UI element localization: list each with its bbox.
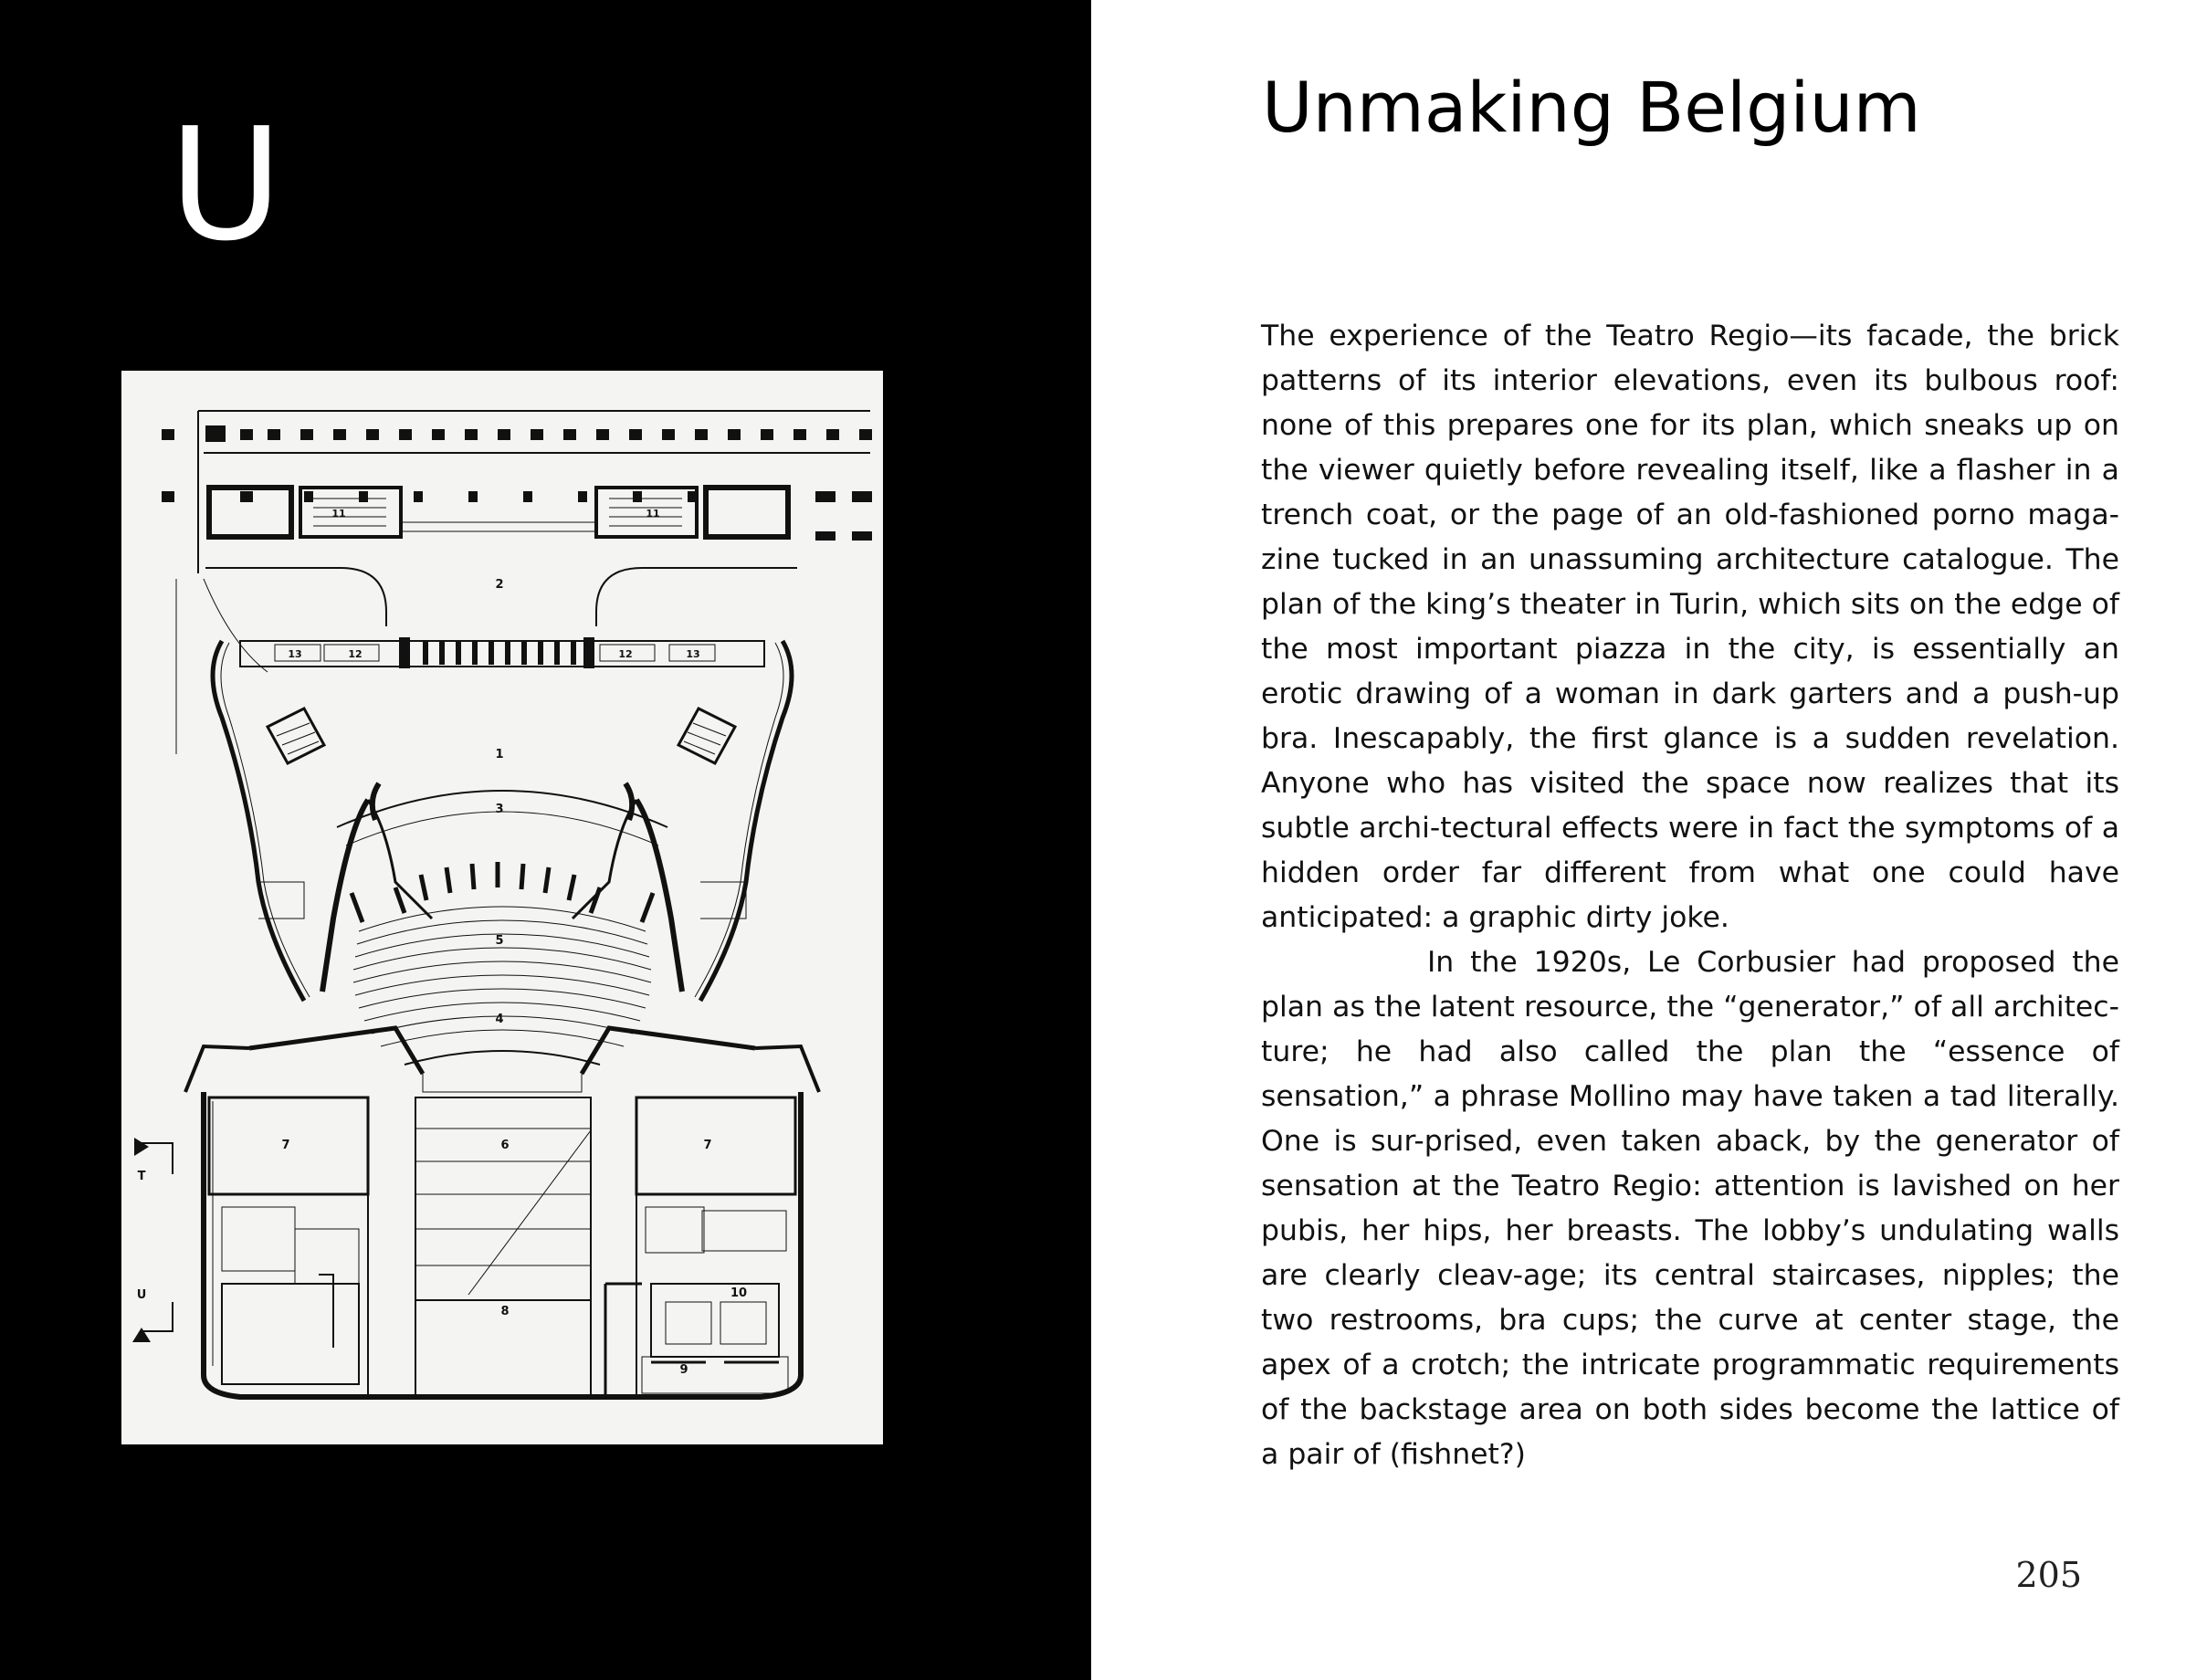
room-label: 7 bbox=[703, 1139, 712, 1152]
section-marker-label: U bbox=[136, 1288, 147, 1302]
page-number: 205 bbox=[2015, 1555, 2082, 1595]
room-label: 13 bbox=[686, 648, 700, 660]
paragraph: In the 1920s, Le Corbusier had proposed the plan as the latent resource, the “generator,” of all architec-ture; he had also called the plan the “essence of sensation,” a phrase Mollino may have taken a tad literally. One is sur-prised, even taken aback, by the generator of sensation at the Teatro Regio: attention is lavished on her pubis, her hips, her breasts. The lobby’s undulating walls are clearly cleav-age; its central staircases, nipples; the two restrooms, bra cups; the curve at center stage, the apex of a crotch; the intricate programmatic requirements of the backstage area on both sides become the lattice of a pair of (fishnet?) bbox=[1261, 946, 2119, 1471]
room-label: 7 bbox=[281, 1139, 290, 1152]
room-label: 2 bbox=[495, 578, 504, 592]
section-marker-label: T bbox=[137, 1170, 146, 1183]
room-label: 4 bbox=[495, 1013, 504, 1026]
colonnade-row-upper bbox=[162, 425, 872, 442]
room-label: 13 bbox=[288, 648, 302, 660]
box-dividers bbox=[352, 862, 653, 922]
room-label: 10 bbox=[730, 1286, 748, 1300]
chapter-title: Unmaking Belgium bbox=[1262, 67, 1921, 148]
room-label: 3 bbox=[495, 803, 504, 816]
left-page bbox=[0, 0, 1091, 1680]
right-page bbox=[1091, 0, 2186, 1680]
chapter-letter: U bbox=[169, 95, 283, 276]
room-label: 11 bbox=[646, 508, 660, 520]
colonnade-row-lower bbox=[162, 491, 872, 541]
room-label: 1 bbox=[495, 748, 504, 761]
room-label: 12 bbox=[618, 648, 633, 660]
room-label: 6 bbox=[500, 1139, 510, 1152]
room-label: 11 bbox=[331, 508, 346, 520]
room-label: 8 bbox=[500, 1305, 510, 1318]
teatro-regio-plan-drawing bbox=[121, 371, 883, 1444]
room-label: 9 bbox=[679, 1363, 688, 1377]
room-label: 12 bbox=[348, 648, 363, 660]
floor-plan-figure bbox=[121, 371, 883, 1444]
room-label: 5 bbox=[495, 934, 504, 948]
body-text bbox=[1261, 314, 2119, 1477]
paragraph: The experience of the Teatro Regio—its facade, the brick patterns of its interior elevations, even its bulbous roof: none of this prepares one for its plan, which sneaks up on the viewer quietly before revealing itself, like a flasher in a trench coat, or the page of an old-fashioned porno maga-zine tucked in an unassuming architecture catalogue. The plan of the king’s theater in Turin, which sits on the edge of the most important piazza in the city, is essentially an erotic drawing of a woman in dark garters and a push-up bra. Inescapably, the first glance is a sudden revelation. Anyone who has visited the space now realizes that its subtle archi-tectural effects were in fact the symptoms of a hidden order far different from what one could have anticipated: a graphic dirty joke. bbox=[1261, 320, 2119, 934]
foyer-column-row bbox=[399, 637, 594, 668]
